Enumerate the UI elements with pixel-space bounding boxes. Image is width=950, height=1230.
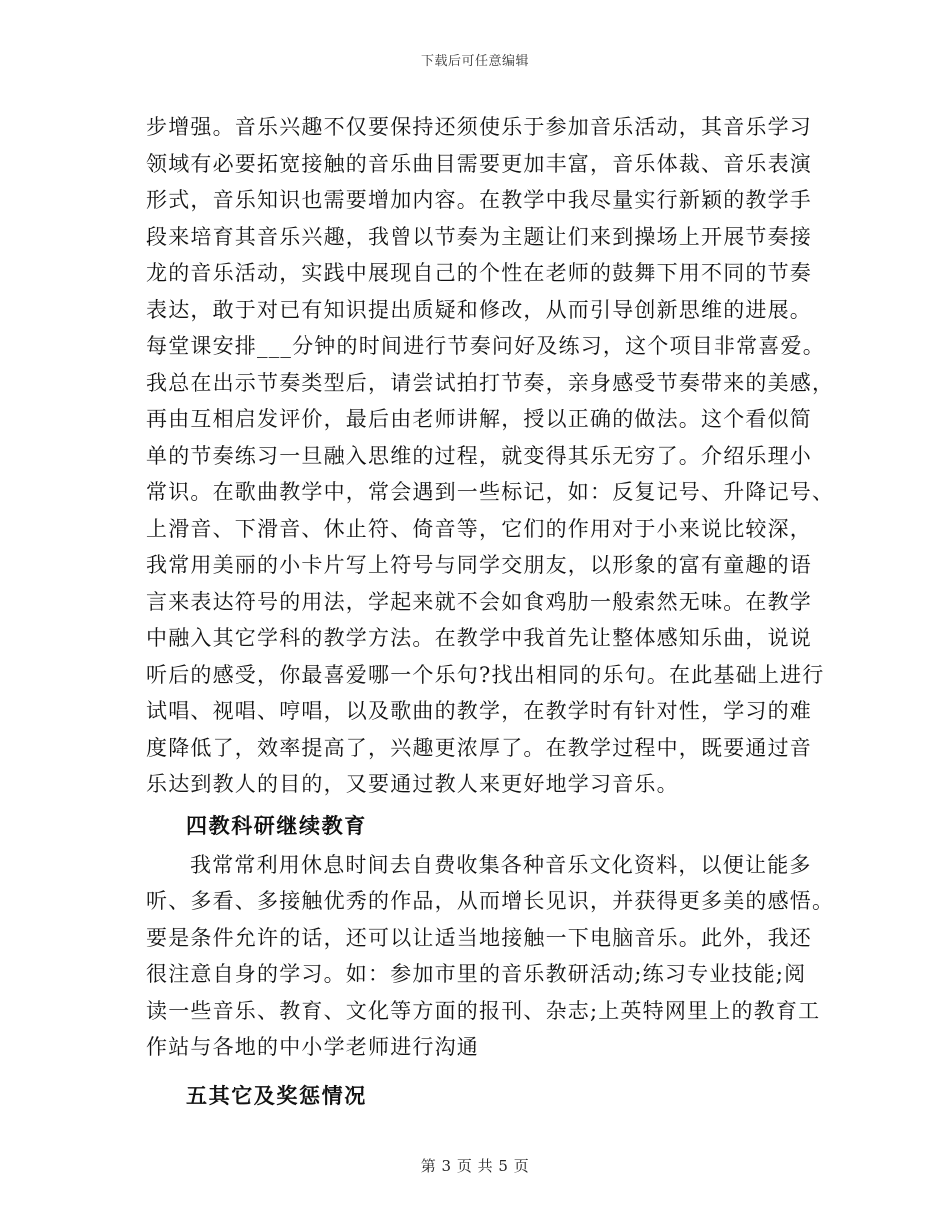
- text-line: 听后的感受，你最喜爱哪一个乐句?找出相同的乐句。在此基础上进行: [146, 662, 825, 687]
- text-line: 要是条件允许的话，还可以让适当地接触一下电脑音乐。此外，我还: [146, 925, 812, 950]
- text-line: 单的节奏练习一旦融入思维的过程，就变得其乐无穷了。介绍乐理小: [146, 443, 812, 468]
- text-line: 常识。在歌曲教学中，常会遇到一些标记，如：反复记号、升降记号、: [146, 480, 835, 504]
- text-line: 再由互相启发评价，最后由老师讲解，授以正确的做法。这个看似简: [146, 407, 812, 431]
- text-line: 言来表达符号的用法，学起来就不会如食鸡肋一般索然无味。在教学: [146, 589, 812, 614]
- text-line: 乐达到教人的目的，又要通过教人来更好地学习音乐。: [146, 772, 679, 796]
- section-heading-awards: 五其它及奖惩情况: [186, 1082, 367, 1108]
- text-line: 我总在出示节奏类型后，请尝试拍打节奏，亲身感受节奏带来的美感，: [146, 370, 835, 395]
- text-line: 听、多看、多接触优秀的作品，从而增长见识，并获得更多美的感悟。: [146, 889, 835, 913]
- text-line: 读一些音乐、教育、文化等方面的报刊、杂志;上英特网里上的教育工: [146, 998, 821, 1023]
- section-heading-research: 四教科研继续教育: [186, 812, 367, 838]
- text-line: 中融入其它学科的教学方法。在教学中我首先让整体感知乐曲，说说: [146, 626, 812, 650]
- text-line: 段来培育其音乐兴趣，我曾以节奏为主题让们来到操场上开展节奏接: [146, 224, 812, 249]
- paragraph-research: [146, 847, 835, 1066]
- text-line: 试唱、视唱、哼唱，以及歌曲的教学，在教学时有针对性，学习的难: [146, 699, 812, 723]
- text-line: 表达，敢于对已有知识提出质疑和修改，从而引导创新思维的进展。: [146, 297, 812, 322]
- document-body: [146, 109, 835, 1116]
- text-line: 龙的音乐活动，实践中展现自己的个性在老师的鼓舞下用不同的节奏: [146, 261, 812, 285]
- text-line: 形式，音乐知识也需要增加内容。在教学中我尽量实行新颖的教学手: [146, 188, 812, 212]
- paragraph-music-interest: [146, 109, 835, 803]
- text-line: 每堂课安排___分钟的时间进行节奏问好及练习，这个项目非常喜爱。: [146, 334, 825, 358]
- page-header: 下载后可任意编辑: [420, 54, 529, 69]
- text-line: 上滑音、下滑音、休止符、倚音等，它们的作用对于小来说比较深，: [146, 516, 812, 541]
- text-line: 我常用美丽的小卡片写上符号与同学交朋友，以形象的富有童趣的语: [146, 553, 812, 577]
- text-line: 作站与各地的中小学老师进行沟通: [146, 1035, 479, 1059]
- text-line: 步增强。音乐兴趣不仅要保持还须使乐于参加音乐活动，其音乐学习: [146, 115, 812, 139]
- text-line: 我常常利用休息时间去自费收集各种音乐文化资料，以便让能多: [190, 852, 812, 877]
- page-footer: 第 3 页 共 5 页: [420, 1157, 530, 1175]
- text-line: 度降低了，效率提高了，兴趣更浓厚了。在教学过程中，既要通过音: [146, 735, 812, 760]
- text-line: 很注意自身的学习。如：参加市里的音乐教研活动;练习专业技能;阅: [146, 962, 807, 986]
- text-line: 领域有必要拓宽接触的音乐曲目需要更加丰富，音乐体裁、音乐表演: [146, 151, 812, 176]
